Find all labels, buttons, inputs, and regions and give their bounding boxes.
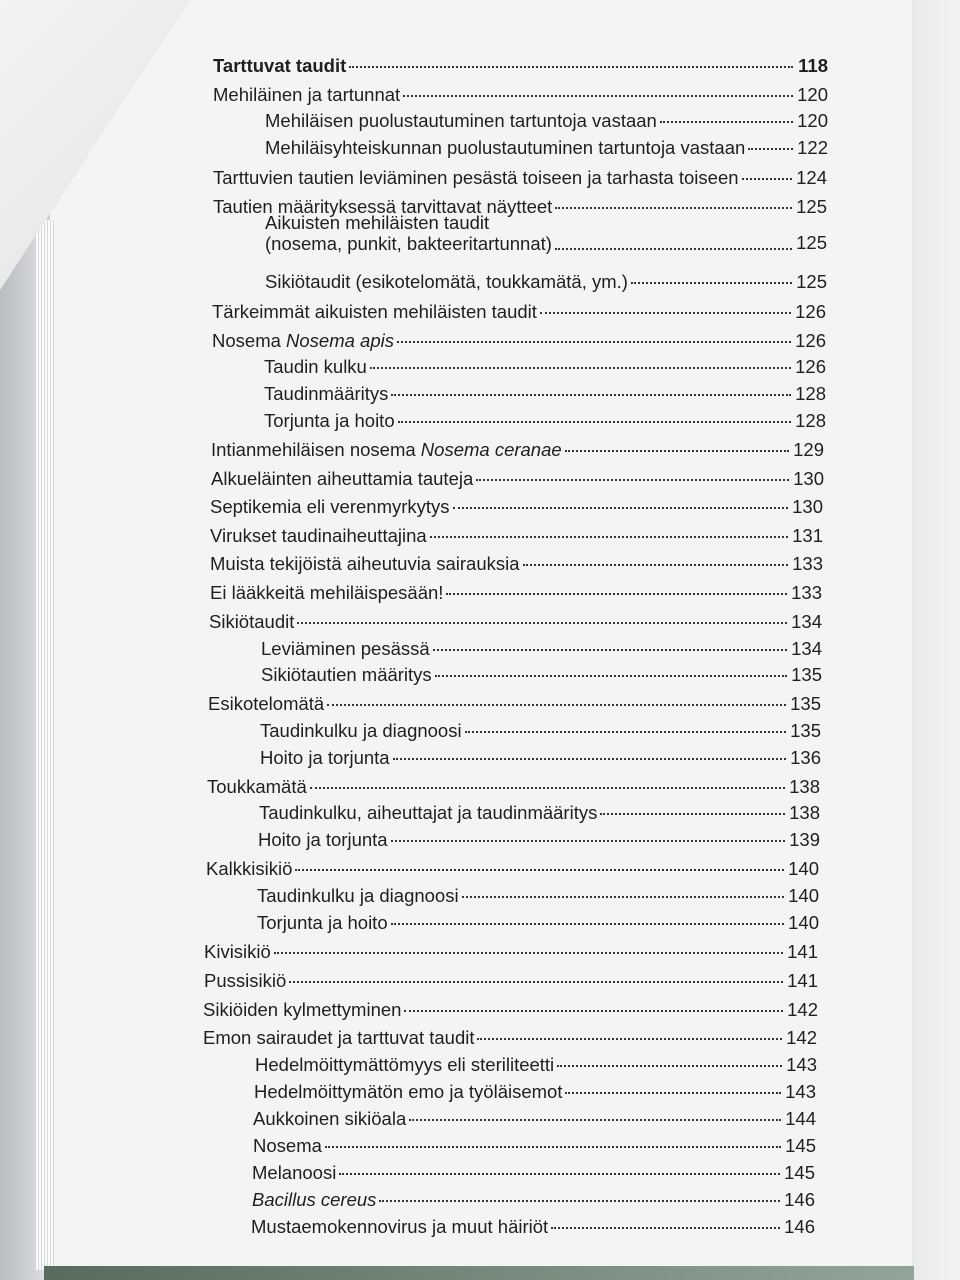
toc-entry xyxy=(212,301,826,323)
dot-leader xyxy=(523,564,788,566)
dot-leader xyxy=(398,421,791,423)
toc-entry-title-text: Taudinmääritys xyxy=(264,383,389,404)
toc-entry-title xyxy=(265,110,657,132)
toc-entry xyxy=(210,525,823,547)
toc-entry-page-number: 128 xyxy=(795,410,826,431)
toc-entry-page-number: 140 xyxy=(788,885,819,906)
dot-leader xyxy=(391,840,785,842)
dot-leader xyxy=(339,1173,780,1175)
toc-entry-title-text: Toukkamätä xyxy=(207,776,307,797)
toc-entry-title xyxy=(212,330,394,352)
toc-entry-page-number: 130 xyxy=(793,468,824,489)
dot-leader xyxy=(540,312,791,314)
toc-entry-title xyxy=(204,970,286,992)
toc-entry-title xyxy=(203,999,401,1021)
toc-entry-title xyxy=(252,1162,336,1184)
toc-entry-title-text: Septikemia eli verenmyrkytys xyxy=(210,496,450,517)
dot-leader xyxy=(295,869,784,871)
toc-entry xyxy=(206,858,819,880)
toc-entry-title-text: Intianmehiläisen nosema xyxy=(211,439,416,460)
toc-entry xyxy=(265,137,828,159)
toc-entry xyxy=(211,468,824,490)
toc-entry-page-number: 135 xyxy=(790,693,821,714)
dot-leader xyxy=(565,1092,781,1094)
toc-entry-title-text: Melanoosi xyxy=(252,1162,337,1183)
dot-leader xyxy=(551,1227,780,1229)
dot-leader xyxy=(393,758,786,760)
toc-entry-title-text: Pussisikiö xyxy=(204,970,287,991)
toc-entry xyxy=(210,553,823,575)
toc-entry xyxy=(257,912,819,934)
toc-entry xyxy=(213,167,827,189)
toc-entry-page-number: 125 xyxy=(796,232,827,253)
toc-entry-title xyxy=(252,1189,376,1211)
toc-entry-title xyxy=(213,55,346,77)
toc-entry xyxy=(259,802,820,824)
toc-entry-title-text: Alkueläinten aiheuttamia tauteja xyxy=(211,468,474,489)
toc-entry-page-number: 130 xyxy=(792,496,823,517)
toc-entry-title-text: Sikiötautien määritys xyxy=(261,664,432,685)
toc-entry-title-text: Ei lääkkeitä mehiläispesään! xyxy=(210,582,444,603)
toc-entry-title xyxy=(211,439,562,461)
toc-entry-page-number: 134 xyxy=(791,611,822,632)
toc-entry-page-number: 138 xyxy=(789,776,820,797)
toc-entry-page-number: 125 xyxy=(796,196,827,217)
toc-entry-title-text: Nosema xyxy=(253,1135,322,1156)
toc-entry-title xyxy=(208,693,324,715)
dot-leader xyxy=(379,1200,780,1202)
toc-entry-title xyxy=(259,802,597,824)
toc-entry-page-number: 129 xyxy=(793,439,824,460)
dot-leader xyxy=(600,813,785,815)
toc-entry-title xyxy=(207,776,307,798)
toc-entry-page-number: 138 xyxy=(789,802,820,823)
toc-entry-title-text: Tarttuvat taudit xyxy=(213,55,347,76)
toc-entry-page-number: 128 xyxy=(795,383,826,404)
toc-entry-title xyxy=(264,356,367,378)
toc-entry-title xyxy=(210,525,427,547)
toc-entry-title-text: Torjunta ja hoito xyxy=(264,410,395,431)
toc-entry-page-number: 140 xyxy=(788,912,819,933)
toc-entry xyxy=(210,496,823,518)
toc-entry xyxy=(264,410,826,432)
toc-entry xyxy=(204,970,818,992)
toc-entry-page-number: 131 xyxy=(792,525,823,546)
dot-leader xyxy=(397,341,791,343)
toc-entry-title-text: Leviäminen pesässä xyxy=(261,638,430,659)
toc-entry-title xyxy=(253,1108,406,1130)
toc-entry-title-text: Sikiöiden kylmettyminen xyxy=(203,999,402,1020)
toc-entry xyxy=(209,611,822,633)
toc-entry-title-text: Kivisikiö xyxy=(204,941,271,962)
toc-entry xyxy=(257,885,819,907)
dot-leader xyxy=(435,675,787,677)
toc-entry-title-text: Tärkeimmät aikuisten mehiläisten taudit xyxy=(212,301,537,322)
toc-entry-title xyxy=(251,1216,548,1238)
toc-entry-title-text: Sikiötaudit xyxy=(209,611,295,632)
toc-entry xyxy=(253,1108,816,1130)
toc-entry-page-number: 143 xyxy=(786,1054,817,1075)
toc-entry-title-text: Taudinkulku ja diagnoosi xyxy=(257,885,459,906)
toc-entry-title xyxy=(261,664,432,686)
dot-leader xyxy=(433,649,787,651)
dot-leader xyxy=(391,394,791,396)
toc-entry-title-text: Hoito ja torjunta xyxy=(260,747,390,768)
toc-entry-title-text: Aikuisten mehiläisten taudit (nosema, punkit, bakteeritartunnat) xyxy=(265,212,552,254)
toc-entry-title xyxy=(211,468,473,490)
toc-entry-page-number: 118 xyxy=(798,55,828,76)
toc-entry xyxy=(254,1081,816,1103)
toc-entry-title xyxy=(204,941,271,963)
toc-entry-page-number: 126 xyxy=(795,330,826,351)
toc-entry xyxy=(213,84,828,106)
toc-entry-title xyxy=(203,1027,474,1049)
toc-entry-page-number: 126 xyxy=(795,356,826,377)
toc-entry-title-text: Muista tekijöistä aiheutuvia sairauksia xyxy=(210,553,520,574)
toc-entry xyxy=(252,1189,815,1211)
toc-entry xyxy=(208,693,821,715)
toc-entry-title-text: Hedelmöittymättömyys eli steriliteetti xyxy=(255,1054,555,1075)
toc-entry xyxy=(265,271,827,293)
toc-entry xyxy=(211,439,824,461)
toc-entry xyxy=(212,330,826,352)
dot-leader xyxy=(748,148,793,150)
dot-leader xyxy=(446,593,787,595)
toc-entry-title xyxy=(260,720,462,742)
toc-entry-page-number: 140 xyxy=(788,858,819,879)
dot-leader xyxy=(403,95,793,97)
toc-entry-title xyxy=(257,885,459,907)
toc-entry xyxy=(213,55,828,77)
toc-entry-title xyxy=(265,271,628,293)
toc-entry-title xyxy=(258,829,388,851)
toc-entry-species-name: Nosema ceranae xyxy=(420,439,562,460)
dot-leader xyxy=(465,731,786,733)
toc-entry xyxy=(265,212,827,254)
toc-entry-title-text: Hoito ja torjunta xyxy=(258,829,388,850)
toc-entry xyxy=(264,356,826,378)
toc-entry-title-text: Mehiläisen puolustautuminen tartuntoja vastaan xyxy=(265,110,657,131)
toc-entry-title-text: Nosema xyxy=(212,330,281,351)
toc-entry-page-number: 146 xyxy=(784,1189,815,1210)
toc-entry-title xyxy=(213,84,400,106)
toc-entry-title-text: Emon sairaudet ja tarttuvat taudit xyxy=(203,1027,475,1048)
toc-entry-title-text: Virukset taudinaiheuttajina xyxy=(210,525,427,546)
dot-leader xyxy=(349,66,793,68)
toc-entry-page-number: 142 xyxy=(786,1027,817,1048)
dot-leader xyxy=(327,704,786,706)
toc-entry-title xyxy=(206,858,292,880)
toc-entry xyxy=(251,1216,815,1238)
toc-entry-title-text: Esikotelomätä xyxy=(208,693,325,714)
toc-entry xyxy=(264,383,826,405)
dot-leader xyxy=(660,121,793,123)
toc-entry-title-text: Aukkoinen sikiöala xyxy=(253,1108,407,1129)
dot-leader xyxy=(453,507,788,509)
toc-entry-page-number: 126 xyxy=(795,301,826,322)
toc-entry-page-number: 145 xyxy=(785,1135,816,1156)
dot-leader xyxy=(555,207,792,209)
book-cover-strip xyxy=(44,1266,914,1280)
toc-entry-title xyxy=(209,611,294,633)
toc-entry xyxy=(210,582,822,604)
toc-entry-page-number: 135 xyxy=(791,664,822,685)
dot-leader xyxy=(462,896,784,898)
toc-entry-page-number: 136 xyxy=(790,747,821,768)
toc-entry xyxy=(265,110,828,132)
dot-leader xyxy=(310,787,785,789)
dot-leader xyxy=(289,981,783,983)
dot-leader xyxy=(430,536,788,538)
toc-entry-title xyxy=(253,1135,322,1157)
toc-entry xyxy=(261,638,822,660)
toc-entry-title-text: Kalkkisikiö xyxy=(206,858,293,879)
toc-entry-title-text: Taudinkulku ja diagnoosi xyxy=(260,720,462,741)
toc-entry xyxy=(207,776,820,798)
toc-entry xyxy=(261,664,822,686)
toc-entry-title-text: Taudin kulku xyxy=(264,356,367,377)
toc-entry-page-number: 141 xyxy=(787,941,818,962)
toc-entry-page-number: 142 xyxy=(787,999,818,1020)
dot-leader xyxy=(409,1119,781,1121)
toc-entry xyxy=(252,1162,815,1184)
toc-entry-title-text: Mehiläinen ja tartunnat xyxy=(213,84,401,105)
toc-entry-title-text: Tarttuvien tautien leviäminen pesästä toiseen ja tarhasta toiseen xyxy=(213,167,739,188)
toc-entry-title xyxy=(265,212,552,254)
toc-entry-page-number: 124 xyxy=(796,167,827,188)
toc-entry-title xyxy=(264,383,388,405)
toc-entry-title-text: Taudinkulku, aiheuttajat ja taudinmääritys xyxy=(259,802,598,823)
toc-entry-page-number: 133 xyxy=(791,582,822,603)
toc-entry-page-number: 125 xyxy=(796,271,827,292)
toc-entry-page-number: 120 xyxy=(797,84,828,105)
toc-entry-page-number: 146 xyxy=(784,1216,815,1237)
dot-leader xyxy=(742,178,792,180)
dot-leader xyxy=(565,450,789,452)
toc-entry-title xyxy=(212,301,537,323)
toc-entry-title-text: Bacillus cereus xyxy=(252,1189,377,1210)
toc-entry-page-number: 141 xyxy=(787,970,818,991)
toc-entry-title xyxy=(265,137,745,159)
toc-entry xyxy=(203,999,818,1021)
toc-entry xyxy=(258,829,820,851)
toc-entry-title-text: Hedelmöittymätön emo ja työläisemot xyxy=(254,1081,563,1102)
dot-leader xyxy=(404,1010,783,1012)
toc-entry xyxy=(260,720,821,742)
toc-entry-title xyxy=(255,1054,554,1076)
toc-entry-page-number: 133 xyxy=(792,553,823,574)
toc-entry-page-number: 135 xyxy=(790,720,821,741)
toc-entry xyxy=(255,1054,817,1076)
toc-entry-title xyxy=(254,1081,562,1103)
toc-entry-page-number: 122 xyxy=(797,137,828,158)
toc-entry xyxy=(260,747,821,769)
toc-entry-title xyxy=(210,553,520,575)
dot-leader xyxy=(476,479,789,481)
toc-entry-title-text: Torjunta ja hoito xyxy=(257,912,388,933)
toc-entry-species-name: Nosema apis xyxy=(286,330,394,351)
dot-leader xyxy=(274,952,783,954)
toc-entry-page-number: 139 xyxy=(789,829,820,850)
dot-leader xyxy=(555,248,792,250)
dot-leader xyxy=(370,367,791,369)
toc-entry xyxy=(204,941,818,963)
toc-entry-title-text: Mehiläisyhteiskunnan puolustautuminen tartuntoja vastaan xyxy=(265,137,746,158)
toc-entry-page-number: 144 xyxy=(785,1108,816,1129)
toc-entry-title-text: Tautien määrityksessä tarvittavat näytteet xyxy=(213,196,553,217)
toc-entry xyxy=(253,1135,816,1157)
toc-entry-title xyxy=(213,167,739,189)
dot-leader xyxy=(557,1065,782,1067)
toc-entry-title xyxy=(261,638,430,660)
dot-leader xyxy=(325,1146,781,1148)
dot-leader xyxy=(631,282,792,284)
toc-entry-title xyxy=(264,410,395,432)
toc-entry-page-number: 145 xyxy=(784,1162,815,1183)
toc-entry-title xyxy=(210,582,443,604)
toc-entry-title-text: Mustaemokennovirus ja muut häiriöt xyxy=(251,1216,549,1237)
dot-leader xyxy=(391,923,784,925)
toc-entry-title xyxy=(260,747,390,769)
dot-leader xyxy=(477,1038,782,1040)
toc-entry-page-number: 134 xyxy=(791,638,822,659)
toc-entry-title-text: Sikiötaudit (esikotelomätä, toukkamätä, ym.) xyxy=(265,271,628,292)
toc-entry-title xyxy=(257,912,388,934)
toc-entry-title xyxy=(210,496,450,518)
toc-entry-page-number: 120 xyxy=(797,110,828,131)
dot-leader xyxy=(297,622,787,624)
toc-entry-page-number: 143 xyxy=(785,1081,816,1102)
toc-entry xyxy=(203,1027,817,1049)
